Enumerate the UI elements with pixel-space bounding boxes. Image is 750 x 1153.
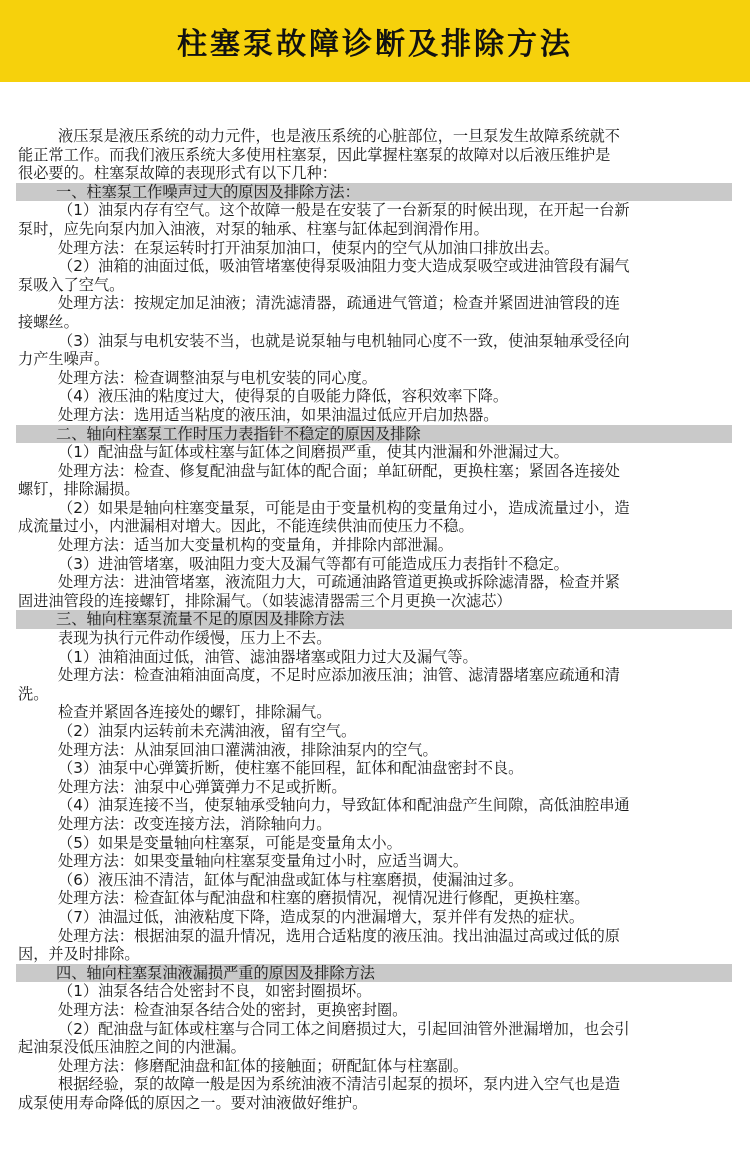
text-line: （1）配油盘与缸体或柱塞与缸体之间磨损严重，使其内泄漏和外泄漏过大。: [58, 443, 569, 462]
text-line: 处理方法：从油泵回油口灌满油液，排除油泵内的空气。: [58, 740, 438, 759]
section-heading: 二、轴向柱塞泵工作时压力表指针不稳定的原因及排除: [16, 425, 732, 444]
text-line: 表现为执行元件动作缓慢，压力上不去。: [58, 629, 332, 648]
text-line: （6）液压油不清洁，缸体与配油盘或缸体与柱塞磨损，使漏油过多。: [58, 870, 524, 889]
text-line: （2）油箱的油面过低，吸油管堵塞使得泵吸油阻力变大造成泵吸空或进油管段有漏气: [58, 257, 630, 276]
text-line: 洗。: [18, 684, 49, 703]
text-line: 处理方法：在泵运转时打开油泵加油口，使泵内的空气从加油口排放出去。: [58, 238, 560, 257]
text-line: 处理方法：如果变量轴向柱塞泵变量角过小时，应适当调大。: [58, 852, 469, 871]
text-line: （2）如果是轴向柱塞变量泵，可能是由于变量机构的变量角过小，造成流量过小，造: [58, 498, 630, 517]
text-line: 液压泵是液压系统的动力元件，也是液压系统的心脏部位，一旦泵发生故障系统就不: [58, 127, 620, 145]
text-line: 处理方法：适当加大变量机构的变量角，并排除内部泄漏。: [58, 536, 453, 555]
text-line: 螺钉，排除漏损。: [18, 480, 140, 499]
text-line: 处理方法：修磨配油盘和缸体的接触面；研配缸体与柱塞副。: [58, 1056, 469, 1075]
text-line: 起油泵没低压油腔之间的内泄漏。: [18, 1038, 246, 1057]
text-line: （7）油温过低，油液粘度下降，造成泵的内泄漏增大，泵并伴有发热的症状。: [58, 907, 585, 926]
section-heading: 四、轴向柱塞泵油液漏损严重的原因及排除方法: [16, 964, 732, 983]
text-line: 能正常工作。而我们液压系统大多使用柱塞泵，因此掌握柱塞泵的故障对以后液压维护是: [18, 145, 611, 164]
text-line: （5）如果是变量轴向柱塞泵，可能是变量角太小。: [58, 833, 402, 852]
title-banner: [0, 0, 750, 82]
text-line: （1）油箱油面过低，油管、滤油器堵塞或阻力过大及漏气等。: [58, 647, 478, 666]
text-line: 处理方法：检查、修复配油盘与缸体的配合面；单缸研配，更换柱塞；紧固各连接处: [58, 461, 620, 480]
text-line: 处理方法：检查油泵各结合处的密封，更换密封圈。: [58, 1000, 408, 1019]
text-line: 处理方法：根据油泵的温升情况，选用合适粘度的液压油。找出油温过高或过低的原: [58, 926, 620, 945]
text-line: 处理方法：检查缸体与配油盘和柱塞的磨损情况，视情况进行修配，更换柱塞。: [58, 889, 590, 908]
text-line: 固进油管段的连接螺钉，排除漏气。（如装滤清器需三个月更换一次滤芯）: [18, 591, 512, 610]
text-line: 处理方法：检查油箱油面高度，不足时应添加液压油；油管、滤清器堵塞应疏通和清: [58, 666, 620, 685]
text-line: （4）油泵连接不当，使泵轴承受轴向力，导致缸体和配油盘产生间隙，高低油腔串通: [58, 796, 630, 815]
text-line: （3）油泵中心弹簧折断，使柱塞不能回程，缸体和配油盘密封不良。: [58, 759, 524, 778]
text-line: 根据经验，泵的故障一般是因为系统油液不清洁引起泵的损坏，泵内进入空气也是造: [58, 1075, 620, 1094]
section-heading: 三、轴向柱塞泵流量不足的原因及排除方法: [16, 610, 732, 629]
text-line: （1）油泵各结合处密封不良，如密封圈损坏。: [58, 982, 372, 1001]
text-line: 泵吸入了空气。: [18, 275, 125, 294]
page-title: 柱塞泵故障诊断及排除方法: [177, 27, 573, 62]
text-line: 处理方法：检查调整油泵与电机安装的同心度。: [58, 368, 377, 387]
text-line: （4）液压油的粘度过大，使得泵的自吸能力降低，容积效率下降。: [58, 387, 509, 406]
text-line: 检查并紧固各连接处的螺钉，排除漏气。: [58, 703, 332, 722]
article-body: [18, 127, 730, 1112]
text-line: 处理方法：按规定加足油液；清洗滤清器，疏通进气管道；检查并紧固进油管段的连: [58, 294, 620, 313]
text-line: （2）配油盘与缸体或柱塞与合同工体之间磨损过大，引起回油管外泄漏增加，也会引: [58, 1019, 630, 1038]
text-line: （2）油泵内运转前未充满油液，留有空气。: [58, 722, 357, 740]
text-line: （3）油泵与电机安装不当，也就是说泵轴与电机轴同心度不一致，使油泵轴承受径向: [58, 331, 630, 350]
text-line: 处理方法：改变连接方法，消除轴向力。: [58, 814, 332, 833]
text-line: （1）油泵内存有空气。这个故障一般是在安装了一台新泵的时候出现，在开起一台新: [58, 201, 630, 220]
text-line: 成流量过小，内泄漏相对增大。因此，不能连续供油而使压力不稳。: [18, 517, 474, 536]
text-line: 接螺丝。: [18, 312, 79, 331]
text-line: 力产生噪声。: [18, 350, 110, 369]
text-line: （3）进油管堵塞，吸油阻力变大及漏气等都有可能造成压力表指针不稳定。: [58, 554, 569, 573]
text-line: 处理方法：选用适当粘度的液压油，如果油温过低应开启加热器。: [58, 405, 499, 424]
text-line: 处理方法：进油管堵塞，液流阻力大，可疏通油路管道更换或拆除滤清器，检查并紧: [58, 573, 620, 592]
section-heading: 一、柱塞泵工作噪声过大的原因及排除方法：: [16, 183, 732, 202]
text-line: 成泵使用寿命降低的原因之一。要对油液做好维护。: [18, 1093, 368, 1112]
text-line: 很必要的。柱塞泵故障的表现形式有以下几种：: [18, 164, 337, 183]
text-line: 因，并及时排除。: [18, 945, 140, 964]
text-line: 处理方法：油泵中心弹簧弹力不足或折断。: [58, 777, 347, 796]
text-line: 泵时，应先向泵内加入油液，对泵的轴承、柱塞与缸体起到润滑作用。: [18, 219, 489, 238]
